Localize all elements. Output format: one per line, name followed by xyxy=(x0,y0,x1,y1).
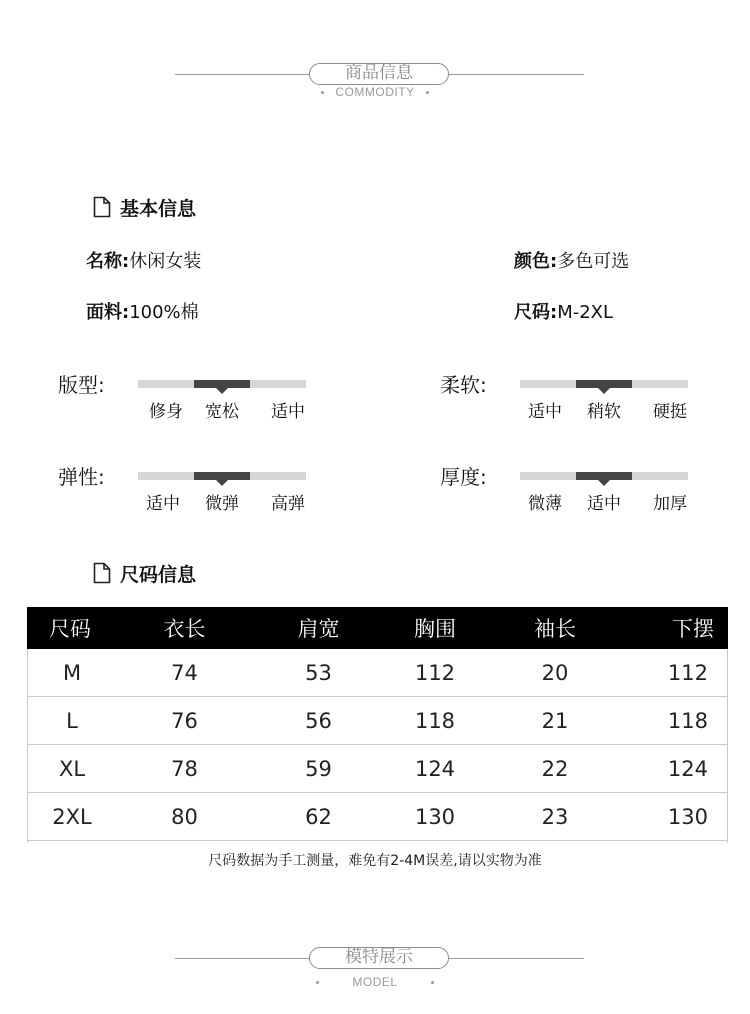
table-row xyxy=(27,649,728,697)
fit-scale-label: 版型: xyxy=(58,373,105,397)
commodity-subtitle xyxy=(0,85,750,99)
scale-track xyxy=(138,380,306,388)
scale-track xyxy=(520,380,688,388)
table-cell: 53 xyxy=(252,649,385,697)
divider-line xyxy=(449,958,584,959)
product-color-label: 颜色 xyxy=(514,251,550,272)
product-color: 颜色:多色可选 xyxy=(514,251,630,272)
scale-selected-segment xyxy=(194,472,250,480)
scale-selected-segment xyxy=(194,380,250,388)
table-cell: 112 xyxy=(625,649,728,697)
product-name-value: 休闲女装 xyxy=(129,251,202,272)
scale-option: 微薄 xyxy=(528,494,562,514)
table-cell: 74 xyxy=(117,649,252,697)
commodity-section-header xyxy=(0,63,750,123)
scale-track xyxy=(520,472,688,480)
column-header: 袖长 xyxy=(485,607,625,649)
column-header: 尺码 xyxy=(27,607,117,649)
size-table xyxy=(27,607,728,841)
table-cell: 118 xyxy=(625,697,728,745)
divider-line xyxy=(175,958,310,959)
scale-option: 硬挺 xyxy=(653,402,687,422)
thickness-scale-label: 厚度: xyxy=(440,465,487,489)
product-name-label: 名称 xyxy=(86,251,122,272)
document-icon xyxy=(93,196,111,218)
thickness-scale xyxy=(440,462,750,522)
scale-pointer-icon xyxy=(598,388,610,394)
table-cell: 130 xyxy=(625,793,728,841)
size-info-title: 尺码信息 xyxy=(120,563,197,586)
commodity-title: 商品信息 xyxy=(309,63,449,85)
dot-icon xyxy=(316,981,319,984)
table-cell: 56 xyxy=(252,697,385,745)
softness-scale-label: 柔软: xyxy=(440,373,487,397)
model-section-header xyxy=(0,947,750,1007)
scale-option: 适中 xyxy=(271,402,305,422)
document-icon xyxy=(93,562,111,584)
scale-option: 高弹 xyxy=(271,494,305,514)
scale-pointer-icon xyxy=(216,388,228,394)
table-cell: 23 xyxy=(485,793,625,841)
column-header: 衣长 xyxy=(117,607,252,649)
model-subtitle-text: MODEL xyxy=(352,975,398,989)
elasticity-scale-label: 弹性: xyxy=(58,465,105,489)
table-row xyxy=(27,793,728,841)
table-cell: 2XL xyxy=(27,793,117,841)
softness-scale xyxy=(440,370,750,430)
product-color-value: 多色可选 xyxy=(557,251,630,272)
table-cell: 22 xyxy=(485,745,625,793)
table-cell: 124 xyxy=(625,745,728,793)
table-cell: M xyxy=(27,649,117,697)
fit-scale xyxy=(58,370,388,430)
dot-icon xyxy=(426,91,429,94)
table-cell: 62 xyxy=(252,793,385,841)
dot-icon xyxy=(431,981,434,984)
scale-selected-segment xyxy=(576,472,632,480)
size-info-heading xyxy=(93,561,196,585)
scale-option: 微弹 xyxy=(205,494,239,514)
model-subtitle xyxy=(0,975,750,989)
table-cell: 76 xyxy=(117,697,252,745)
table-cell: 20 xyxy=(485,649,625,697)
product-name: 名称:休闲女装 xyxy=(86,251,202,272)
table-cell: 112 xyxy=(385,649,485,697)
scale-option: 适中 xyxy=(146,494,180,514)
scale-option: 适中 xyxy=(528,402,562,422)
column-header: 胸围 xyxy=(385,607,485,649)
size-table-header-row xyxy=(27,607,728,649)
dot-icon xyxy=(321,91,324,94)
product-size-range: 尺码:M-2XL xyxy=(514,302,614,323)
scale-option: 适中 xyxy=(587,494,621,514)
table-cell: XL xyxy=(27,745,117,793)
product-material: 面料:100%棉 xyxy=(86,302,199,323)
table-cell: 59 xyxy=(252,745,385,793)
scale-selected-segment xyxy=(576,380,632,388)
table-cell: 80 xyxy=(117,793,252,841)
scale-option: 修身 xyxy=(149,402,183,422)
column-header: 下摆 xyxy=(625,607,728,649)
measurement-note: 尺码数据为手工测量，难免有2-4M误差,请以实物为准 xyxy=(208,853,542,869)
scale-option: 加厚 xyxy=(653,494,687,514)
scale-option: 宽松 xyxy=(205,402,239,422)
product-size-label: 尺码 xyxy=(514,302,550,323)
column-header: 肩宽 xyxy=(252,607,385,649)
elasticity-scale xyxy=(58,462,388,522)
table-cell: L xyxy=(27,697,117,745)
product-size-value: M-2XL xyxy=(557,302,614,323)
product-material-value: 100%棉 xyxy=(129,302,199,323)
scale-option: 稍软 xyxy=(587,402,621,422)
table-cell: 118 xyxy=(385,697,485,745)
scale-pointer-icon xyxy=(216,480,228,486)
table-cell: 124 xyxy=(385,745,485,793)
product-material-label: 面料 xyxy=(86,302,122,323)
table-row xyxy=(27,697,728,745)
scale-pointer-icon xyxy=(598,480,610,486)
divider-line xyxy=(449,74,584,75)
basic-info-heading xyxy=(93,195,196,219)
model-title: 模特展示 xyxy=(309,947,449,969)
table-cell: 21 xyxy=(485,697,625,745)
basic-info-title: 基本信息 xyxy=(120,197,197,220)
scale-track xyxy=(138,472,306,480)
table-row xyxy=(27,745,728,793)
divider-line xyxy=(175,74,310,75)
table-cell: 78 xyxy=(117,745,252,793)
commodity-subtitle-text: COMMODITY xyxy=(335,85,415,99)
table-cell: 130 xyxy=(385,793,485,841)
